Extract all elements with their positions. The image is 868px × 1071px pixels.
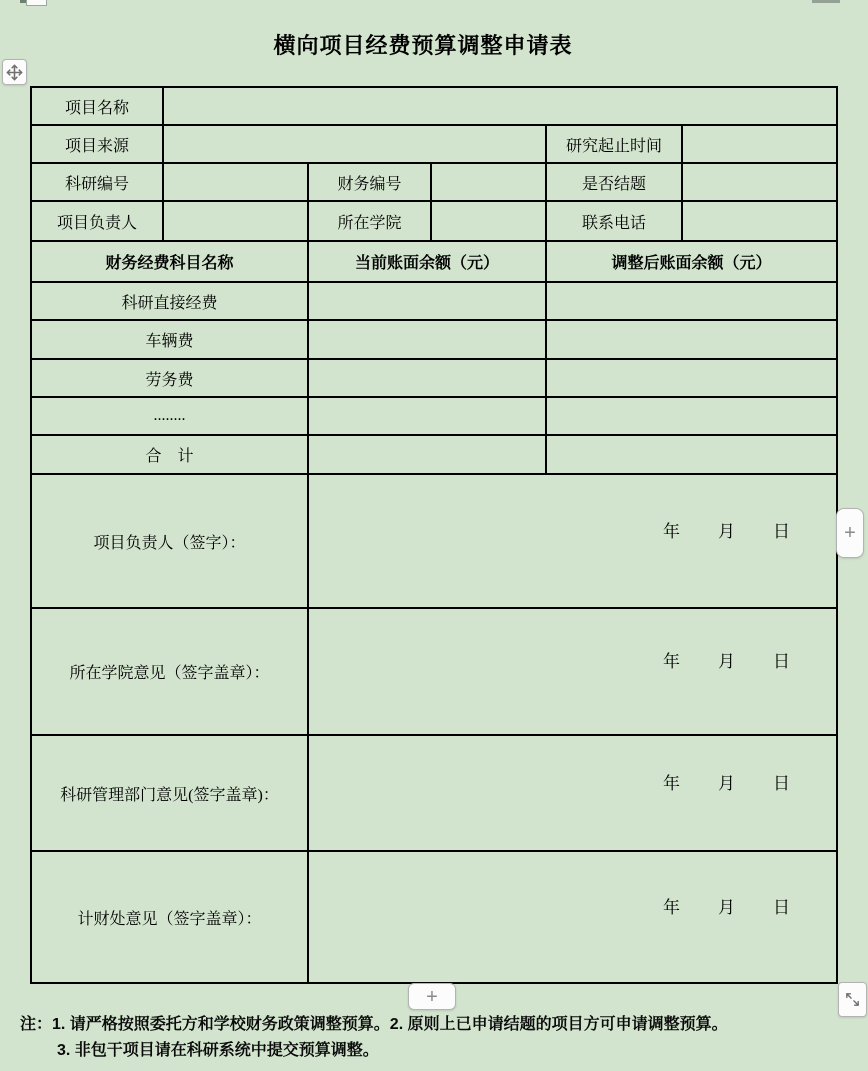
finance-no-label: 财务编号 <box>308 163 431 201</box>
date-month: 月 <box>718 521 736 541</box>
project-name-input[interactable] <box>163 87 837 125</box>
signature-date-line <box>309 893 836 942</box>
signature-date-line <box>309 647 836 696</box>
signature-area[interactable] <box>308 474 837 608</box>
footer-notes <box>20 1012 840 1064</box>
table-row <box>31 163 837 201</box>
budget-item-label: 车辆费 <box>31 320 308 359</box>
college-label: 所在学院 <box>308 201 431 241</box>
plus-icon: + <box>426 985 438 1008</box>
budget-current-cell[interactable] <box>308 397 546 435</box>
signature-area[interactable] <box>308 735 837 851</box>
budget-row <box>31 320 837 359</box>
date-day: 日 <box>773 652 791 671</box>
research-no-input[interactable] <box>163 163 308 201</box>
signature-row <box>31 474 837 608</box>
research-period-input[interactable] <box>682 125 837 163</box>
budget-adjusted-header: 调整后账面余额（元） <box>546 241 837 282</box>
leader-input[interactable] <box>163 201 308 241</box>
date-month: 月 <box>718 897 736 917</box>
finance-no-input[interactable] <box>431 163 546 201</box>
signature-date-line <box>309 769 836 818</box>
budget-current-cell[interactable] <box>308 282 546 320</box>
budget-adjusted-cell[interactable] <box>546 359 837 397</box>
budget-item-label: 合 计 <box>31 435 308 474</box>
project-source-input[interactable] <box>163 125 546 163</box>
date-year: 年 <box>663 773 681 793</box>
budget-header-row <box>31 241 837 282</box>
signature-row <box>31 608 837 735</box>
expand-diagonal-icon <box>844 991 861 1008</box>
date-year: 年 <box>663 897 681 917</box>
budget-total-row <box>31 435 837 474</box>
date-day: 日 <box>773 521 791 541</box>
budget-row <box>31 359 837 397</box>
add-column-button[interactable] <box>836 508 864 558</box>
project-name-label: 项目名称 <box>31 87 163 125</box>
college-input[interactable] <box>431 201 546 241</box>
form-title: 横向项目经费预算调整申请表 <box>273 33 573 58</box>
add-row-button[interactable] <box>408 983 456 1010</box>
ui-fragment <box>812 0 840 3</box>
table-row <box>31 125 837 163</box>
date-year: 年 <box>663 521 681 541</box>
plus-icon: + <box>844 522 856 544</box>
table-resize-handle[interactable] <box>838 982 867 1017</box>
date-month: 月 <box>718 652 736 671</box>
date-day: 日 <box>773 897 791 917</box>
budget-current-header: 当前账面余额（元） <box>308 241 546 282</box>
budget-adjusted-cell[interactable] <box>546 320 837 359</box>
signature-label: 计财处意见（签字盖章）： <box>31 851 308 983</box>
date-month: 月 <box>718 773 736 793</box>
budget-adjustment-form-table <box>30 86 838 984</box>
signature-date-line <box>309 517 836 566</box>
date-year: 年 <box>663 652 681 671</box>
budget-current-cell[interactable] <box>308 320 546 359</box>
note-line-1: 注：1. 请严格按照委托方和学校财务政策调整预算。2. 原则上已申请结题的项目方可申请调整预算。 <box>20 1016 728 1033</box>
budget-current-cell[interactable] <box>308 359 546 397</box>
move-cross-icon <box>5 63 24 82</box>
signature-row <box>31 851 837 983</box>
research-no-label: 科研编号 <box>31 163 163 201</box>
note-line-2: 3. 非包干项目请在科研系统中提交预算调整。 <box>57 1042 379 1059</box>
phone-input[interactable] <box>682 201 837 241</box>
budget-row <box>31 282 837 320</box>
signature-row <box>31 735 837 851</box>
date-day: 日 <box>773 773 791 793</box>
budget-adjusted-cell[interactable] <box>546 282 837 320</box>
table-row <box>31 201 837 241</box>
table-move-handle[interactable] <box>2 59 27 85</box>
signature-label: 所在学院意见（签字盖章）： <box>31 608 308 735</box>
signature-label: 科研管理部门意见(签字盖章)： <box>31 735 308 851</box>
budget-current-cell[interactable] <box>308 435 546 474</box>
signature-area[interactable] <box>308 851 837 983</box>
budget-item-label: ........ <box>31 397 308 435</box>
signature-label: 项目负责人（签字）： <box>31 474 308 608</box>
budget-adjusted-cell[interactable] <box>546 435 837 474</box>
is-concluded-input[interactable] <box>682 163 837 201</box>
phone-label: 联系电话 <box>546 201 682 241</box>
research-period-label: 研究起止时间 <box>546 125 682 163</box>
table-row <box>31 87 837 125</box>
ui-fragment <box>26 0 47 6</box>
project-source-label: 项目来源 <box>31 125 163 163</box>
leader-label: 项目负责人 <box>31 201 163 241</box>
budget-item-label: 科研直接经费 <box>31 282 308 320</box>
budget-adjusted-cell[interactable] <box>546 397 837 435</box>
is-concluded-label: 是否结题 <box>546 163 682 201</box>
signature-area[interactable] <box>308 608 837 735</box>
budget-row <box>31 397 837 435</box>
budget-subject-header: 财务经费科目名称 <box>31 241 308 282</box>
budget-item-label: 劳务费 <box>31 359 308 397</box>
